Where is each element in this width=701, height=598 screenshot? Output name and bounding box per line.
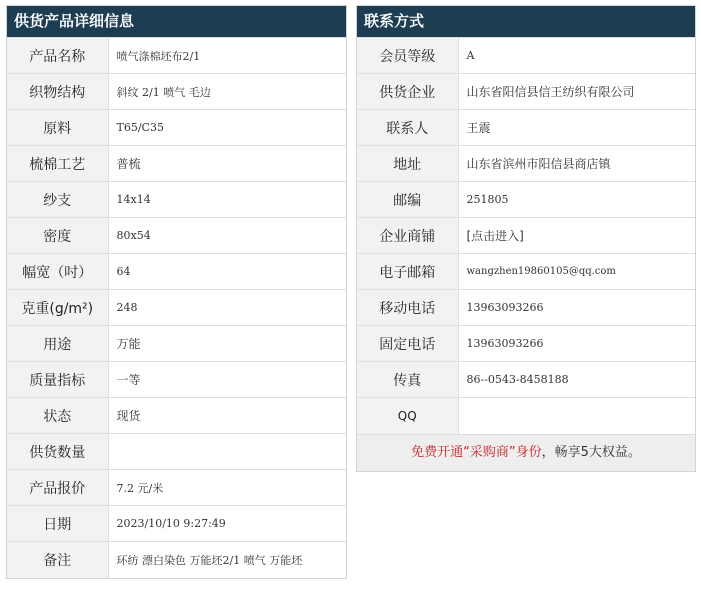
member-level-value: A [458,38,695,74]
row-label: 联系人 [357,110,458,146]
table-row [357,110,695,146]
row-value: 一等 [108,362,346,398]
row-label: 用途 [7,326,108,362]
row-label: 会员等级 [357,38,458,74]
contact-table [357,37,695,434]
row-label: 梳棉工艺 [7,146,108,182]
row-value: 现货 [108,398,346,434]
row-value: 14x14 [108,182,346,218]
row-label: 邮编 [357,182,458,218]
row-label: 密度 [7,218,108,254]
row-label: 供货数量 [7,434,108,470]
table-row [7,326,346,362]
table-row [7,110,346,146]
table-row [357,326,695,362]
row-label: 固定电话 [357,326,458,362]
table-row [7,146,346,182]
table-row [357,182,695,218]
shop-link[interactable]: [点击进入] [458,218,695,254]
row-label: 织物结构 [7,74,108,110]
table-row [7,542,346,578]
row-value: 2023/10/10 9:27:49 [108,506,346,542]
row-value: 248 [108,290,346,326]
table-row [7,470,346,506]
row-value [108,434,346,470]
row-label: 产品报价 [7,470,108,506]
table-row [7,290,346,326]
table-row [7,74,346,110]
buyer-promo[interactable] [357,434,695,471]
mobile-value: 13963093266 [458,290,695,326]
row-label: QQ [357,398,458,434]
row-label: 质量指标 [7,362,108,398]
table-row [7,434,346,470]
row-label: 产品名称 [7,38,108,74]
table-row [357,38,695,74]
table-row [357,398,695,434]
contact-person-value: 王震 [458,110,695,146]
product-detail-table [7,37,346,578]
row-label: 企业商铺 [357,218,458,254]
row-label: 传真 [357,362,458,398]
row-label: 供货企业 [357,74,458,110]
row-value: 斜纹 2/1 喷气 毛边 [108,74,346,110]
promo-text: ，畅享5大权益。 [541,444,641,460]
fax-value: 86--0543-8458188 [458,362,695,398]
row-value: 7.2 元/米 [108,470,346,506]
table-row [7,182,346,218]
table-row [7,218,346,254]
table-row [357,218,695,254]
row-label: 克重(g/m²) [7,290,108,326]
promo-highlight[interactable]: 免费开通“采购商”身份 [411,444,542,460]
row-value: 喷气涤棉坯布2/1 [108,38,346,74]
table-row [7,362,346,398]
row-label: 日期 [7,506,108,542]
table-row [7,398,346,434]
contact-title: 联系方式 [357,6,695,37]
row-value: 环纺 漂白染色 万能坯2/1 喷气 万能坯 [108,542,346,578]
row-label: 纱支 [7,182,108,218]
row-value: 64 [108,254,346,290]
table-row [357,146,695,182]
address-value: 山东省滨州市阳信县商店镇 [458,146,695,182]
table-row [357,254,695,290]
row-label: 电子邮箱 [357,254,458,290]
table-row [7,506,346,542]
row-label: 备注 [7,542,108,578]
qq-value [458,398,695,434]
table-row [357,74,695,110]
row-label: 原料 [7,110,108,146]
row-value: 万能 [108,326,346,362]
postcode-value: 251805 [458,182,695,218]
product-detail-panel [6,5,347,579]
row-value: 80x54 [108,218,346,254]
phone-value: 13963093266 [458,326,695,362]
email-value: wangzhen19860105@qq.com [458,254,695,290]
row-label: 地址 [357,146,458,182]
row-label: 幅宽（吋） [7,254,108,290]
table-row [7,254,346,290]
row-label: 移动电话 [357,290,458,326]
table-row [7,38,346,74]
contact-panel [356,5,696,472]
company-value: 山东省阳信县信王纺织有限公司 [458,74,695,110]
row-label: 状态 [7,398,108,434]
table-row [357,362,695,398]
row-value: T65/C35 [108,110,346,146]
product-detail-title: 供货产品详细信息 [7,6,346,37]
row-value: 普梳 [108,146,346,182]
table-row [357,290,695,326]
